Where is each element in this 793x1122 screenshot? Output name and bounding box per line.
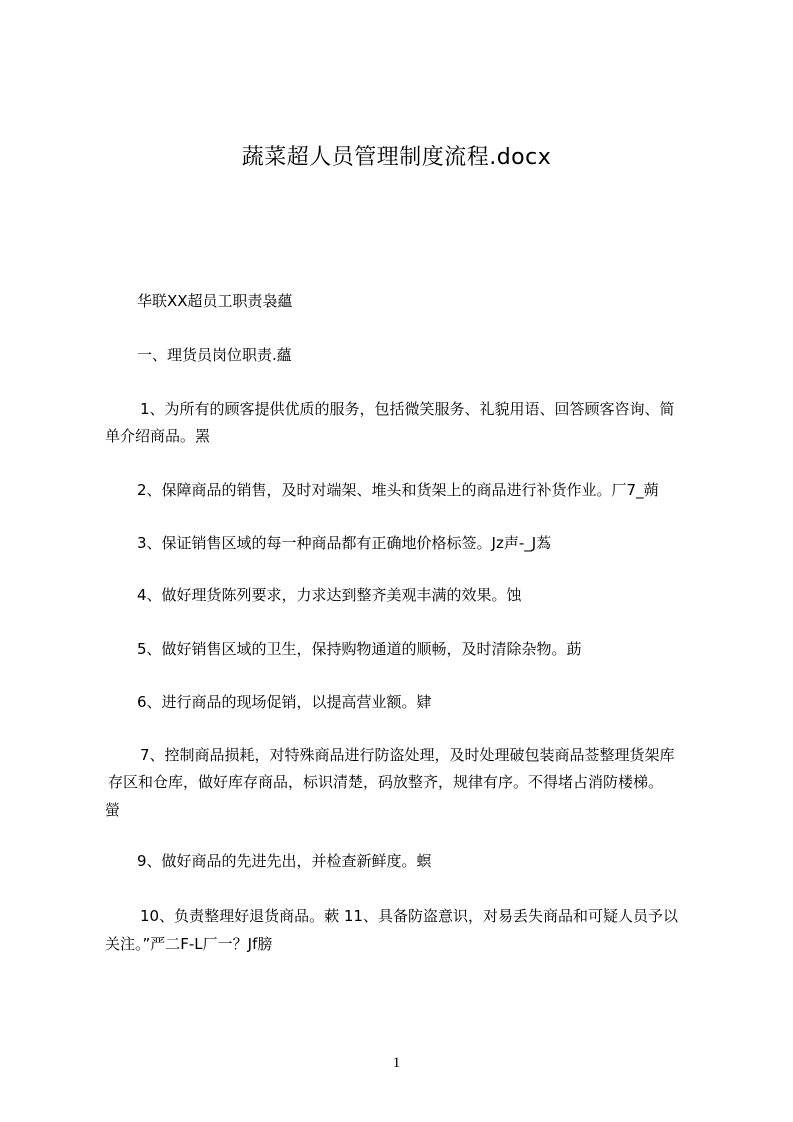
page-number: 1 (392, 1055, 401, 1071)
item-7-line-3: 螢 (105, 801, 121, 819)
item-5: 5、做好销售区域的卫生，保持购物通道的顺畅，及时清除杂物。莇 (137, 640, 582, 658)
item-9: 9、做好商品的先进先出，并检查新鲜度。螟 (137, 852, 432, 870)
item-7-line-1: 7、控制商品损耗，对特殊商品进行防盗处理，及时处理破包装商品莶整理货架库 (140, 746, 675, 764)
item-2: 2、保障商品的销售，及时对端架、堆头和货架上的商品进行补货作业。厂7_蒴 (137, 481, 659, 499)
item-10-line-1: 10、负责整理好退货商品。蔌 11、具备防盗意识，对易丢失商品和可疑人员予以 (140, 907, 678, 925)
document-title: 蔬菜超人员管理制度流程.docx (241, 145, 552, 170)
document-heading: 华联XX超员工职责袅蘊 (137, 292, 293, 310)
item-7-line-2: 存区和仓库，做好库存商品，标识清楚，码放整齐，规律有序。不得堵占消防楼梯。 (108, 773, 664, 791)
item-1-line-1: 1、为所有的顾客提供优质的服务，包括微笑服务、礼貌用语、回答顾客咨询、简 (140, 400, 675, 418)
item-4: 4、做好理货陈列要求，力求达到整齐美观丰满的效果。蚀 (137, 586, 522, 604)
section-title: 一、理货员岗位职责.蘊 (137, 346, 292, 364)
item-1-line-2: 单介绍商品。罴 (105, 427, 211, 445)
item-6: 6、进行商品的现场促销，以提高营业额。肄 (137, 693, 432, 711)
item-3: 3、保证销售区域的每一种商品都有正确地价格标签。Jz声-_J蒍 (137, 534, 552, 552)
item-10-line-2: 关注。”严二F-L厂一？Jf膀 (105, 935, 273, 953)
